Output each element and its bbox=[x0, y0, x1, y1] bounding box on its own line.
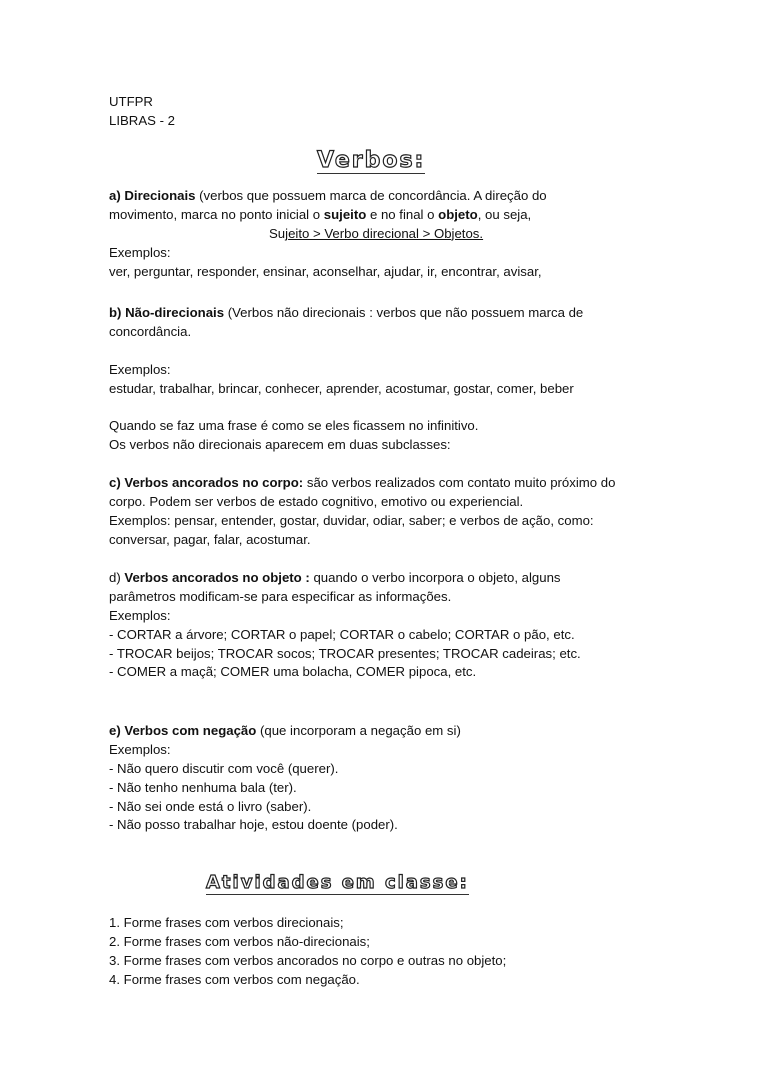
section-d-prefix: d) bbox=[109, 570, 125, 585]
heading-verbos-text: Verbos: bbox=[317, 148, 426, 173]
section-d-line1 bbox=[109, 569, 669, 588]
section-e-example-4: - Não posso trabalhar hoje, estou doente (poder). bbox=[109, 817, 398, 833]
keyword-objeto: objeto bbox=[438, 206, 478, 222]
section-d-title: Verbos ancorados no objeto : bbox=[124, 570, 310, 585]
section-e-example-3: - Não sei onde está o livro (saber). bbox=[109, 798, 312, 814]
section-d-line2: parâmetros modificam-se para especificar as informações. bbox=[109, 588, 452, 604]
section-a-desc2b: e no final o bbox=[366, 206, 439, 222]
course-name: LIBRAS - 2 bbox=[109, 112, 175, 128]
section-b-examples: estudar, trabalhar, brincar, conhecer, aprender, acostumar, gostar, comer, beber bbox=[109, 380, 574, 396]
activity-item: 3. Forme frases com verbos ancorados no corpo e outras no objeto; bbox=[109, 952, 507, 968]
activities-list bbox=[109, 914, 669, 990]
section-a-line1 bbox=[109, 187, 669, 206]
section-e-title: e) Verbos com negação bbox=[109, 723, 257, 738]
section-d bbox=[109, 569, 669, 682]
section-e bbox=[109, 722, 669, 835]
activity-item: 1. Forme frases com verbos direcionais; bbox=[109, 915, 344, 930]
section-b bbox=[109, 304, 669, 342]
section-a-line2 bbox=[109, 206, 669, 225]
section-a-desc2c: , ou seja, bbox=[477, 206, 532, 222]
section-d-example-2: - TROCAR beijos; TROCAR socos; TROCAR presentes; TROCAR cadeiras; etc. bbox=[109, 645, 581, 661]
section-d-example-3: - COMER a maçã; COMER uma bolacha, COMER pipoca, etc. bbox=[109, 664, 477, 680]
section-e-exemplos-label: Exemplos: bbox=[109, 741, 171, 757]
section-c-desc1: são verbos realizados com contato muito próximo do bbox=[303, 475, 616, 490]
heading-atividades bbox=[206, 874, 469, 895]
heading-verbos bbox=[317, 150, 425, 174]
section-b-line2: concordância. bbox=[109, 323, 192, 339]
section-a-title: a) Direcionais bbox=[109, 188, 196, 203]
section-a-desc2a: movimento, marca no ponto inicial o bbox=[109, 206, 324, 222]
section-e-example-2: - Não tenho nenhuma bala (ter). bbox=[109, 779, 297, 795]
keyword-sujeito: sujeito bbox=[323, 206, 367, 222]
section-a-examples: ver, perguntar, responder, ensinar, aconselhar, ajudar, ir, encontrar, avisar, bbox=[109, 263, 542, 279]
document-header bbox=[109, 93, 669, 131]
activity-item: 4. Forme frases com verbos com negação. bbox=[109, 971, 360, 987]
section-d-example-1: - CORTAR a árvore; CORTAR o papel; CORTAR o cabelo; CORTAR o pão, etc. bbox=[109, 626, 575, 642]
institution-name: UTFPR bbox=[109, 94, 153, 109]
section-a bbox=[109, 187, 669, 281]
heading-atividades-text: Atividades em classe: bbox=[206, 872, 469, 893]
section-d-desc1: quando o verbo incorpora o objeto, alguns bbox=[309, 570, 561, 585]
formula-underlined: eito > Verbo direcional > Objetos. bbox=[288, 225, 484, 241]
formula-start: Suj bbox=[269, 225, 289, 241]
section-e-desc1: (que incorporam a negação em si) bbox=[256, 723, 461, 738]
section-c-line2: corpo. Podem ser verbos de estado cognitivo, emotivo ou experiencial. bbox=[109, 493, 524, 509]
section-b-examples-block bbox=[109, 361, 669, 399]
section-a-desc1: (verbos que possuem marca de concordância. A direção do bbox=[195, 188, 547, 203]
section-e-example-1: - Não quero discutir com você (querer). bbox=[109, 760, 339, 776]
section-b-title: b) Não-direcionais bbox=[109, 305, 225, 320]
section-c bbox=[109, 474, 669, 550]
section-c-line4: conversar, pagar, falar, acostumar. bbox=[109, 531, 311, 547]
section-b-line1 bbox=[109, 304, 669, 323]
section-c-title: c) Verbos ancorados no corpo: bbox=[109, 475, 304, 490]
section-a-formula bbox=[109, 225, 669, 244]
note-line1: Quando se faz uma frase é como se eles ficassem no infinitivo. bbox=[109, 418, 479, 433]
section-a-exemplos-label: Exemplos: bbox=[109, 244, 171, 260]
section-e-line1 bbox=[109, 722, 669, 741]
section-c-line3: Exemplos: pensar, entender, gostar, duvidar, odiar, saber; e verbos de ação, como: bbox=[109, 512, 594, 528]
note-line2: Os verbos não direcionais aparecem em duas subclasses: bbox=[109, 436, 451, 452]
section-b-desc1: (Verbos não direcionais : verbos que não possuem marca de bbox=[224, 305, 584, 320]
section-b-exemplos-label: Exemplos: bbox=[109, 362, 171, 377]
section-d-exemplos-label: Exemplos: bbox=[109, 607, 171, 623]
activity-item: 2. Forme frases com verbos não-direcionais; bbox=[109, 933, 370, 949]
section-c-line1 bbox=[109, 474, 669, 493]
note-block bbox=[109, 417, 669, 455]
